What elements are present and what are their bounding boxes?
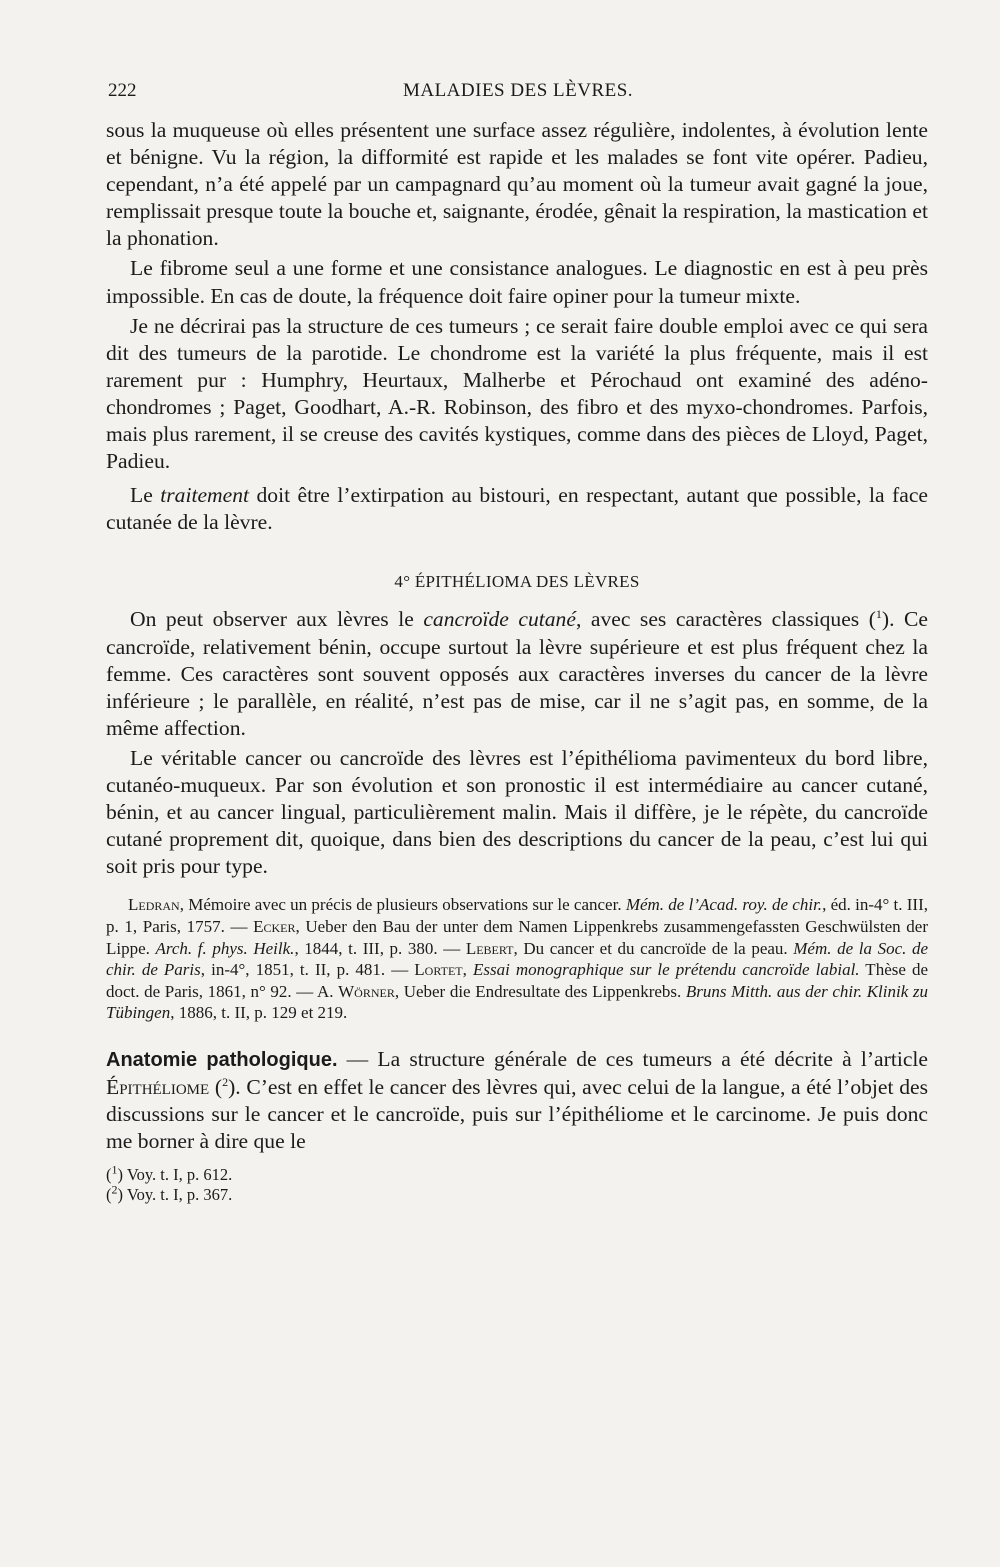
footnotes — [106, 1162, 928, 1205]
footnote-ref: 2 — [222, 1074, 229, 1089]
bibliography: Ledran, Mémoire avec un précis de plusieurs observations sur le cancer. Mém. de l’Acad. roy. de chir., éd. in-4° t. III, p. 1, Paris, 1757. — Ecker, Ueber den Bau der unter dem Namen Lippenkrebs zusammengefassten Geschwülsten der Lippe. Arch. f. phys. Heilk., 1844, t. III, p. 380. — Lebert, Du cancer et du cancroïde de la peau. Mém. de la Soc. de chir. de Paris, in-4°, 1851, t. II, p. 481. — Lortet, Essai monographique sur le prétendu cancroïde labial. Thèse de doct. de Paris, 1861, n° 92. — A. Wörner, Ueber die Endresultate des Lippenkrebs. Bruns Mitth. aus der chir. Klinik zu Tübingen, 1886, t. II, p. 129 et 219. — [106, 895, 929, 1023]
running-title: MALADIES DES LÈVRES. — [402, 80, 634, 101]
author: Wörner — [338, 981, 395, 1001]
paragraph-5: On peut observer aux lèvres le cancroïde cutané, avec ses caractères classiques ($^1$). Ce cancroïde, relativement bénin, occupe surtout la lèvre supérieure et est plus fréquent chez la femme. Ces caractères sont souvent opposés aux caractères inverses du cancer de la lèvre inférieure ; le parallèle, en réalité, n’est pas de mise, car il ne s’agit pas, en somme, de la même affection. — [106, 607, 928, 740]
author: Lebert — [465, 938, 514, 958]
page-number: 222 — [108, 80, 137, 101]
paragraph-1: sous la muqueuse où elles présentent une surface assez régulière, indolentes, à évolution lente et bénigne. Vu la région, la difformité est rapide et les malades se font vite opérer. Padieu, cependant, n’a été appelé par un campagnard qu’au moment où la tumeur avait gagné la joue, remplissait presque toute la bouche et, saignante, érodée, gênait la respiration, la mastication et la phonation. — [106, 118, 928, 251]
paragraph-3: Je ne décrirai pas la structure de ces tumeurs ; ce serait faire double emploi avec ce qui sera dit des tumeurs de la parotide. Le chondrome est la variété la plus fréquente, mais il est rarement pur : Humphry, Heurtaux, Malherbe et Pérochaud ont examiné des adéno-chondromes ; Paget, Goodhart, A.-R. Robinson, des fibro et des myxo-chondromes. Parfois, mais plus rarement, il se creuse des cavités kystiques, comme dans des pièces de Lloyd, Paget, Padieu. — [106, 313, 928, 474]
page-header — [108, 80, 928, 106]
section-title: 4° ÉPITHÉLIOMA DES LÈVRES — [394, 572, 640, 592]
author: Ecker — [253, 916, 296, 936]
subsection-title: Anatomie pathologique. — [106, 1048, 338, 1071]
footnote: ($^2$) Voy. t. I, p. 367. — [106, 1182, 233, 1205]
author: Ledran — [128, 895, 180, 915]
emphasis: cancroïde cutané — [423, 607, 576, 632]
page-body — [106, 117, 928, 1205]
paragraph-2: Le fibrome seul a une forme et une consistance analogues. Le diagnostic en est à peu près impossible. En cas de doute, la fréquence doit faire opiner pour la tumeur mixte. — [106, 256, 928, 308]
author: Lortet — [414, 960, 463, 980]
footnote-ref: 1 — [875, 607, 882, 622]
paragraph-7: Anatomie pathologique. — La structure générale de ces tumeurs a été décrite à l’article Épithéliome ($^2$). C’est en effet le cancer des lèvres qui, avec celui de la langue, a été l’objet des discussions sur le cancer et le cancroïde, puis sur l’épithéliome et le carcinome. Je puis donc me borner à dire que le — [106, 1046, 928, 1154]
footnote: ($^1$) Voy. t. I, p. 612. — [106, 1162, 233, 1185]
paragraph-6: Le véritable cancer ou cancroïde des lèvres est l’épithélioma pavimenteux du bord libre, cutanéo-muqueux. Par son évolution et son pronostic il est intermédiaire au cancer cutané, bénin, et au cancer lingual, particulièrement malin. Mais il diffère, je le répète, du cancroïde cutané proprement dit, quoique, dans bien des descriptions du cancer de la peau, c’est lui qui soit pris pour type. — [106, 745, 928, 879]
emphasis: traitement — [160, 483, 250, 508]
paragraph-4: Le traitement doit être l’extirpation au bistouri, en respectant, autant que possible, la face cutanée de la lèvre. — [106, 483, 928, 535]
